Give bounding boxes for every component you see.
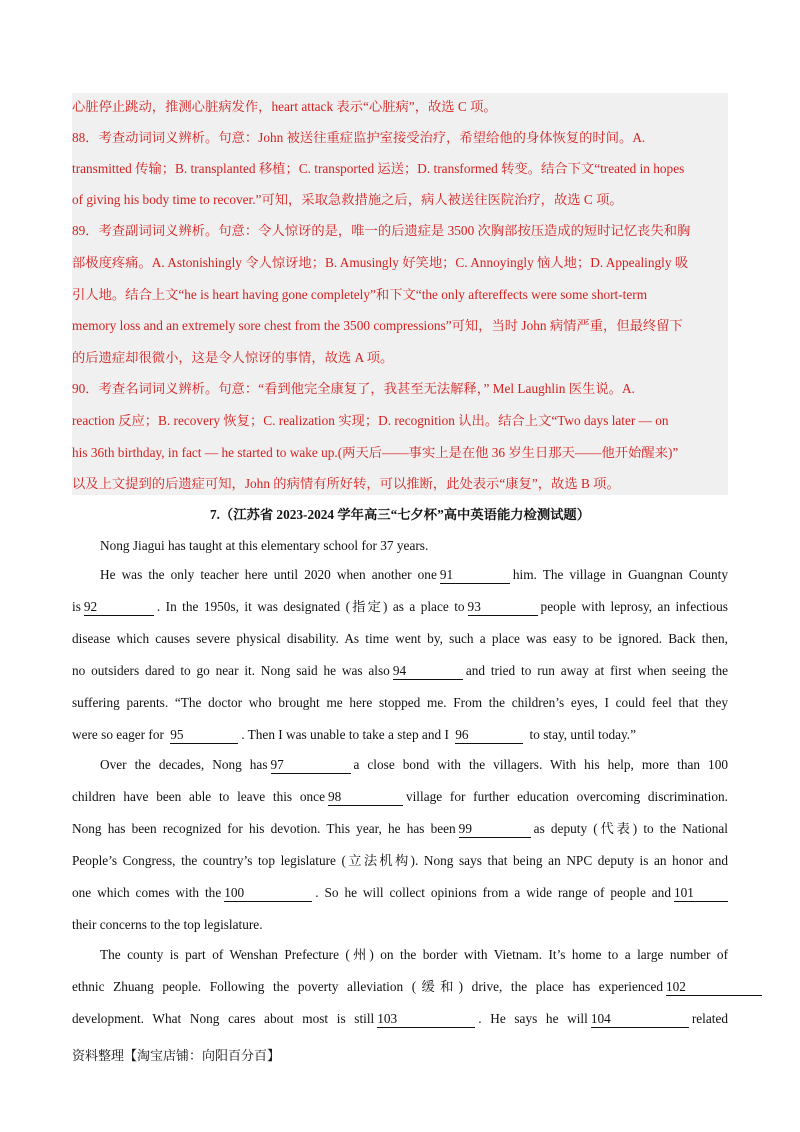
blank-94[interactable]: 94 <box>393 662 463 680</box>
blank-98[interactable]: 98 <box>328 788 403 806</box>
blank-91[interactable]: 91 <box>440 566 510 584</box>
answer-line: memory loss and an extremely sore chest from the 3500 compressions”可知，当时 John 病情严重，但最终留下 <box>72 318 683 333</box>
passage-line <box>100 536 728 556</box>
passage-text: people with leprosy, an infectious <box>540 599 728 614</box>
passage-line <box>72 787 728 807</box>
passage-text: Nong Jiagui has taught at this elementary school for 37 years. <box>100 538 429 553</box>
passage-line <box>72 819 728 839</box>
passage-text: People’s Congress, the country’s top legislature (立法机构). Nong says that being an NPC deputy is an honor and <box>72 853 728 868</box>
passage-text: village for further education overcoming discrimination. <box>405 789 728 804</box>
passage-text: development. What Nong cares about most is still <box>72 1011 375 1026</box>
passage-line <box>100 565 728 585</box>
answer-line: 引人地。结合上文“he is heart having gone completely”和下文“the only aftereffects were some short-term <box>72 287 648 302</box>
passage-text: He was the only teacher here until 2020 when another one <box>100 567 437 582</box>
passage-text: children have been able to leave this once <box>72 789 325 804</box>
answer-line: 88．考查动词词义辨析。句意：John 被送往重症监护室接受治疗，希望给他的身体恢复的时间。A. <box>72 130 646 145</box>
blank-102[interactable]: 102 <box>666 978 762 996</box>
blank-103[interactable]: 103 <box>377 1010 475 1028</box>
answer-line: transmitted 传输；B. transplanted 移植；C. transported 运送；D. transformed 转变。结合下文“treated in hopes <box>72 161 685 176</box>
passage-line <box>72 851 728 871</box>
answer-line: 89．考查副词词义辨析。句意：令人惊讶的是，唯一的后遗症是 3500 次胸部按压造成的短时记忆丧失和胸 <box>72 223 691 238</box>
passage-text: related <box>691 1011 728 1026</box>
passage-line <box>72 1009 728 1029</box>
passage-text: . He says he will <box>478 1011 588 1026</box>
passage-line <box>72 597 728 617</box>
answer-line: 以及上文提到的后遗症可知，John 的病情有所好转，可以推断，此处表示“康复”，故选 B 项。 <box>72 476 620 491</box>
passage-text: Over the decades, Nong has <box>100 757 268 772</box>
answer-line: his 36th birthday, in fact — he started to wake up.(两天后——事实上是在他 36 岁生日那天——他开始醒来)” <box>72 445 679 460</box>
passage-line <box>100 945 728 965</box>
passage-text: one which comes with the <box>72 885 222 900</box>
answer-line: of giving his body time to recover.”可知，采取急救措施之后，病人被送往医院治疗，故选 C 项。 <box>72 192 623 207</box>
passage-text: him. The village in Guangnan County <box>512 567 728 582</box>
blank-96[interactable]: 96 <box>455 726 523 744</box>
passage-text: . So he will collect opinions from a wide range of people and <box>315 885 671 900</box>
passage-text: to stay, until today.” <box>529 727 637 742</box>
blank-95[interactable]: 95 <box>170 726 238 744</box>
passage-text: . In the 1950s, it was designated (指定) as a place to <box>156 599 465 614</box>
passage-line <box>72 883 728 903</box>
passage-text: no outsiders dared to go near it. Nong said he was also <box>72 663 390 678</box>
passage-line <box>72 977 762 997</box>
passage-text: a close bond with the villagers. With his help, more than 100 <box>353 757 728 772</box>
passage-text: their concerns to the top legislature. <box>72 917 263 932</box>
answer-line: 部极度疼痛。A. Astonishingly 令人惊讶地；B. Amusingly 好笑地；C. Annoyingly 恼人地；D. Appealingly 吸 <box>72 255 689 270</box>
blank-99[interactable]: 99 <box>459 820 531 838</box>
passage-text: . Then I was unable to take a step and I <box>241 727 449 742</box>
passage-line <box>72 693 728 713</box>
page-footer: 资料整理【淘宝店铺：向阳百分百】 <box>72 1048 281 1063</box>
section-title: 7.（江苏省 2023-2024 学年高三“七夕杯”高中英语能力检测试题） <box>209 507 591 522</box>
passage-text: suffering parents. “The doctor who brought me here stopped me. From the children’s eyes, I could feel that they <box>72 695 728 710</box>
passage-line <box>72 915 728 935</box>
passage-text: Nong has been recognized for his devotion. This year, he has been <box>72 821 456 836</box>
answer-line: 的后遗症却很微小，这是令人惊讶的事情，故选 A 项。 <box>72 350 394 365</box>
passage-text: is <box>72 599 81 614</box>
blank-97[interactable]: 97 <box>271 756 351 774</box>
passage-line <box>72 629 728 649</box>
answer-line: 90．考查名词词义辨析。句意：“看到他完全康复了，我甚至无法解释，” Mel Laughlin 医生说。A. <box>72 381 635 396</box>
blank-104[interactable]: 104 <box>591 1010 689 1028</box>
passage-line <box>100 755 728 775</box>
passage-text: disease which causes severe physical disability. As time went by, such a place was easy to be ignored. Back then, <box>72 631 728 646</box>
passage-text: The county is part of Wenshan Prefecture (州) on the border with Vietnam. It’s home to a large number of <box>100 947 728 962</box>
passage-text: as deputy (代表) to the National <box>533 821 728 836</box>
blank-100[interactable]: 100 <box>224 884 312 902</box>
passage-text: were so eager for <box>72 727 164 742</box>
passage-line <box>72 725 728 745</box>
answer-line: reaction 反应；B. recovery 恢复；C. realization 实现；D. recognition 认出。结合上文“Two days later — on <box>72 413 669 428</box>
passage-text: ethnic Zhuang people. Following the poverty alleviation (缓和) drive, the place has experienced <box>72 979 663 994</box>
answer-line: 心脏停止跳动，推测心脏病发作，heart attack 表示“心脏病”，故选 C 项。 <box>72 99 497 114</box>
passage-text: and tried to run away at first when seeing the <box>465 663 728 678</box>
passage-line <box>72 661 728 681</box>
blank-92[interactable]: 92 <box>84 598 154 616</box>
blank-93[interactable]: 93 <box>468 598 538 616</box>
blank-101[interactable]: 101 <box>674 884 728 902</box>
